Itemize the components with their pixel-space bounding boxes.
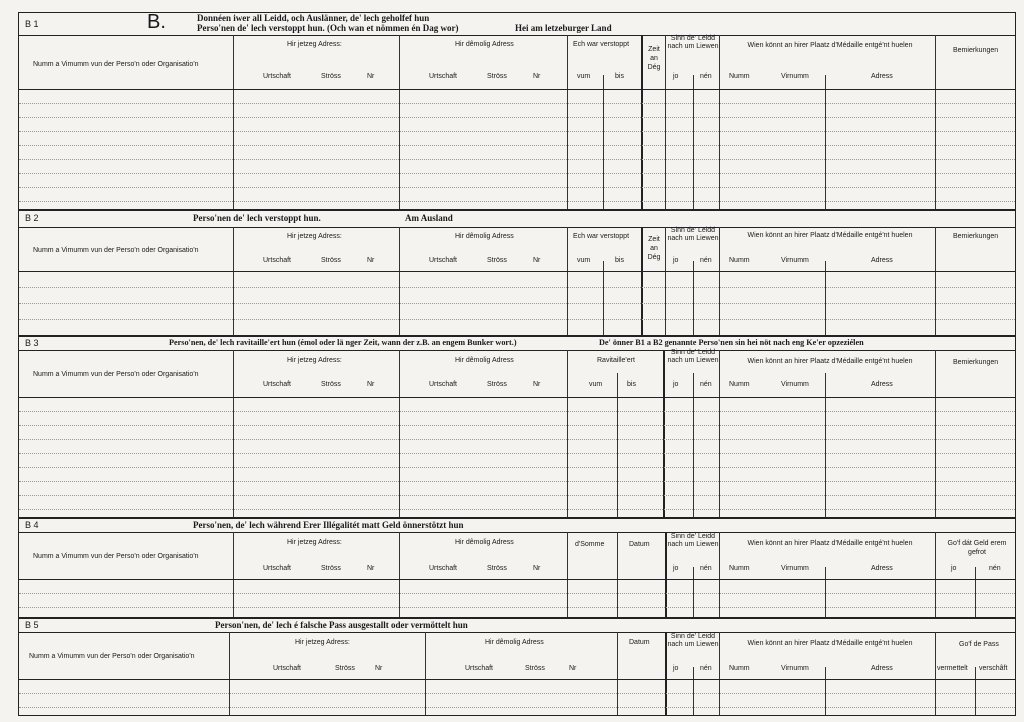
- former-address-header: Hir dêmolig Adress: [455, 357, 514, 364]
- section-b3-header: [19, 337, 1015, 351]
- sinn-header: Sinn de' Leidd nach um Liewen: [667, 227, 719, 242]
- stross-label: Ströss: [321, 73, 341, 80]
- stross-label: Ströss: [487, 257, 507, 264]
- nr-label: Nr: [533, 73, 541, 80]
- adress-label: Adress: [871, 73, 893, 80]
- current-address-header: Hir jetzeg Adress:: [287, 539, 342, 546]
- ortschaft-label: Urtschaft: [429, 257, 458, 264]
- vum-label: vum: [577, 73, 591, 80]
- remarks-header: Bemierkungen: [953, 47, 999, 54]
- vimumm-label: Virnumm: [781, 257, 809, 264]
- section-b2: [18, 210, 1016, 336]
- section-title: Perso'nen, de' lech ravitaille'ert hun (émol oder lä nger Zeit, wann der z.B. an engem Bunker wort.): [169, 338, 517, 347]
- remarks-header: Bemierkungen: [953, 359, 999, 366]
- former-address-header: Hir dêmolig Adress: [485, 639, 544, 646]
- section-code: B 5: [25, 620, 39, 630]
- jo-label: jo: [673, 73, 679, 80]
- name-column-header: Numm a Vimumm vun der Perso'n oder Organisatio'n: [33, 553, 199, 560]
- adress-label: Adress: [871, 665, 893, 672]
- section-b4-header: [19, 519, 1015, 533]
- stross-label: Ströss: [487, 381, 507, 388]
- current-address-header: Hir jetzeg Adress:: [295, 639, 350, 646]
- vimumm-label: Virnumm: [781, 665, 809, 672]
- ortschaft-label: Urtschaft: [465, 665, 494, 672]
- section-code: B 2: [25, 213, 39, 223]
- nr-label: Nr: [367, 565, 375, 572]
- section-b1: [18, 12, 1016, 210]
- nr-label: Nr: [375, 665, 383, 672]
- section-code: B 1: [25, 19, 39, 29]
- section-title: Person'nen, de' lech é falsche Pass ausgestallt oder vermöttelt hun: [215, 620, 468, 630]
- stross-label: Ströss: [335, 665, 355, 672]
- name-column-header: Numm a Vimumm vun der Perso'n oder Organisatio'n: [33, 247, 199, 254]
- ravitaille-header: Ravitaille'ert: [597, 357, 635, 364]
- nr-label: Nr: [367, 381, 375, 388]
- section-title-line2: Perso'nen de' lech verstoppt hun. (Och wan et nömmen én Dag wor): [197, 23, 459, 33]
- medal-header: Wien könnt an hirer Plaatz d'Médaille entgé'nt huelen: [747, 42, 913, 49]
- stross-label: Ströss: [487, 73, 507, 80]
- nen-label: nén: [700, 257, 712, 264]
- former-address-header: Hir dêmolig Adress: [455, 233, 514, 240]
- sinn-header: Sinn de' Leidd nach um Liewen: [667, 533, 719, 548]
- sinn-header: Sinn de' Leidd nach um Liewen: [667, 633, 719, 648]
- section-b5: [18, 618, 1016, 716]
- numm-label: Numm: [729, 73, 750, 80]
- vum-label: vum: [577, 257, 591, 264]
- nr-label: Nr: [569, 665, 577, 672]
- ortschaft-label: Urtschaft: [429, 381, 458, 388]
- sinn-header: Sinn de' Leidd nach um Liewen: [667, 35, 719, 50]
- stross-label: Ströss: [321, 381, 341, 388]
- ortschaft-label: Urtschaft: [429, 73, 458, 80]
- name-column-header: Numm a Vimumm vun der Perso'n oder Organisatio'n: [29, 653, 195, 660]
- zeit-header: Zeit an Dég: [647, 46, 661, 71]
- numm-label: Numm: [729, 381, 750, 388]
- pass-header: Go'f de Pass: [959, 641, 999, 648]
- adress-label: Adress: [871, 381, 893, 388]
- section-letter: B.: [147, 11, 166, 33]
- medal-header: Wien könnt an hirer Plaatz d'Médaille entgé'nt huelen: [747, 640, 913, 647]
- section-title-extra: Am Ausland: [405, 213, 453, 223]
- current-address-header: Hir jetzeg Adress:: [287, 233, 342, 240]
- jo-label: jo: [951, 565, 957, 572]
- nen-label: nén: [989, 565, 1001, 572]
- section-b5-header: [19, 619, 1015, 633]
- ortschaft-label: Urtschaft: [273, 665, 302, 672]
- ortschaft-label: Urtschaft: [429, 565, 458, 572]
- jo-label: jo: [673, 665, 679, 672]
- adress-label: Adress: [871, 257, 893, 264]
- nr-label: Nr: [367, 257, 375, 264]
- section-title-line1: Donnéen iwer all Leidd, och Auslänner, de' lech geholfef hun: [197, 13, 430, 23]
- stross-label: Ströss: [487, 565, 507, 572]
- nr-label: Nr: [533, 257, 541, 264]
- nr-label: Nr: [533, 381, 541, 388]
- bis-label: bis: [615, 73, 624, 80]
- former-address-header: Hir dêmolig Adress: [455, 539, 514, 546]
- nen-label: nén: [700, 565, 712, 572]
- stross-label: Ströss: [321, 565, 341, 572]
- bis-label: bis: [615, 257, 624, 264]
- hidden-period-header: Ech war verstoppt: [573, 41, 630, 48]
- remarks-header: Bemierkungen: [953, 233, 999, 240]
- vum-label: vum: [589, 381, 603, 388]
- section-b4: [18, 518, 1016, 618]
- former-address-header: Hir dêmolig Adress: [455, 41, 514, 48]
- section-b1-header: [19, 13, 1015, 36]
- current-address-header: Hir jetzeg Adress:: [287, 357, 342, 364]
- name-column-header: Numm a Vimumm vun der Perso'n oder Organisatio'n: [33, 61, 199, 68]
- section-title-extra: Hei am letzeburger Land: [515, 23, 612, 33]
- section-b3: [18, 336, 1016, 518]
- verschaft-label: verschâft: [979, 665, 1008, 672]
- vimumm-label: Virnumm: [781, 565, 809, 572]
- medal-header: Wien könnt an hirer Plaatz d'Médaille entgé'nt huelen: [747, 540, 913, 547]
- medal-header: Wien könnt an hirer Plaatz d'Médaille entgé'nt huelen: [747, 232, 913, 239]
- ortschaft-label: Urtschaft: [263, 257, 292, 264]
- money-returned-header: Go'f dát Geld erem gefrot: [947, 540, 1007, 556]
- vimumm-label: Virnumm: [781, 381, 809, 388]
- resistance-form: [18, 12, 1016, 716]
- nen-label: nén: [700, 665, 712, 672]
- nr-label: Nr: [533, 565, 541, 572]
- somme-header: d'Somme: [575, 541, 605, 548]
- section-code: B 3: [25, 338, 39, 348]
- bis-label: bis: [627, 381, 636, 388]
- nen-label: nén: [700, 381, 712, 388]
- nen-label: nén: [700, 73, 712, 80]
- datum-header: Datum: [629, 541, 650, 548]
- jo-label: jo: [673, 381, 679, 388]
- section-title: Perso'nen, de' lech während Erer Illégalitét matt Geld önnerstötzt hun: [193, 520, 464, 530]
- numm-label: Numm: [729, 665, 750, 672]
- name-column-header: Numm a Vimumm vun der Perso'n oder Organisatio'n: [33, 371, 199, 378]
- section-title-extra: De' önner B1 a B2 genannte Perso'nen sin hei nöt nach eng Ke'er opzeziélen: [599, 338, 864, 347]
- datum-header: Datum: [629, 639, 650, 646]
- current-address-header: Hir jetzeg Adress:: [287, 41, 342, 48]
- zeit-header: Zeit an Dég: [647, 236, 661, 261]
- section-code: B 4: [25, 520, 39, 530]
- section-b2-header: [19, 211, 1015, 228]
- jo-label: jo: [673, 257, 679, 264]
- stross-label: Ströss: [321, 257, 341, 264]
- ortschaft-label: Urtschaft: [263, 381, 292, 388]
- jo-label: jo: [673, 565, 679, 572]
- numm-label: Numm: [729, 257, 750, 264]
- section-title: Perso'nen de' lech verstoppt hun.: [193, 213, 321, 223]
- ortschaft-label: Urtschaft: [263, 565, 292, 572]
- nr-label: Nr: [367, 73, 375, 80]
- hidden-period-header: Ech war verstoppt: [573, 233, 630, 240]
- stross-label: Ströss: [525, 665, 545, 672]
- ortschaft-label: Urtschaft: [263, 73, 292, 80]
- vimumm-label: Virnumm: [781, 73, 809, 80]
- sinn-header: Sinn de' Leidd nach um Liewen: [667, 349, 719, 364]
- numm-label: Numm: [729, 565, 750, 572]
- adress-label: Adress: [871, 565, 893, 572]
- vermettelt-label: vermettelt: [937, 665, 968, 672]
- medal-header: Wien könnt an hirer Plaatz d'Médaille entgé'nt huelen: [747, 358, 913, 365]
